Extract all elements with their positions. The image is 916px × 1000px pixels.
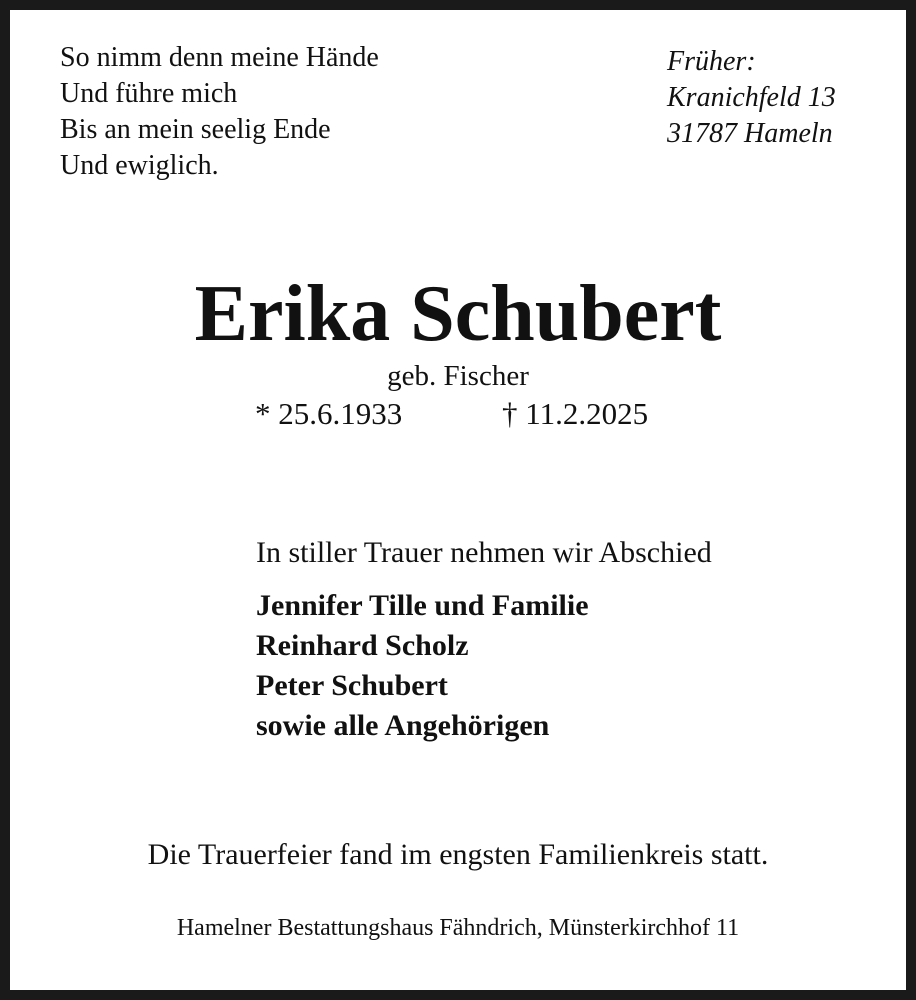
death-date: † 11.2.2025 [502,396,649,431]
mourner-entry: Reinhard Scholz [256,629,469,662]
ceremony-note: Die Trauerfeier fand im engsten Familienkreis statt. [147,838,769,871]
mourner-entry: Jennifer Tille und Familie [256,589,589,622]
address-heading: Früher: [667,46,756,77]
undertaker-line: Hamelner Bestattungshaus Fähndrich, Münsterkirchhof 11 [176,915,740,941]
maiden-name: geb. Fischer [387,360,529,392]
deceased-name: Erika Schubert [194,270,722,358]
mourners-list [256,586,589,746]
verse-line: Bis an mein seelig Ende [60,114,331,145]
verse-line: So nimm denn meine Hände [60,42,379,73]
verse-block [60,40,379,184]
address-street: Kranichfeld 13 [667,82,836,113]
verse-line: Und führe mich [60,78,238,109]
farewell-line: In stiller Trauer nehmen wir Abschied [256,536,712,569]
former-address-block [667,44,836,152]
birth-date: * 25.6.1933 [255,396,403,431]
verse-line: Und ewiglich. [60,150,219,181]
address-city: 31787 Hameln [667,118,833,149]
mourner-entry: Peter Schubert [256,669,448,702]
mourner-entry: sowie alle Angehörigen [256,709,550,742]
